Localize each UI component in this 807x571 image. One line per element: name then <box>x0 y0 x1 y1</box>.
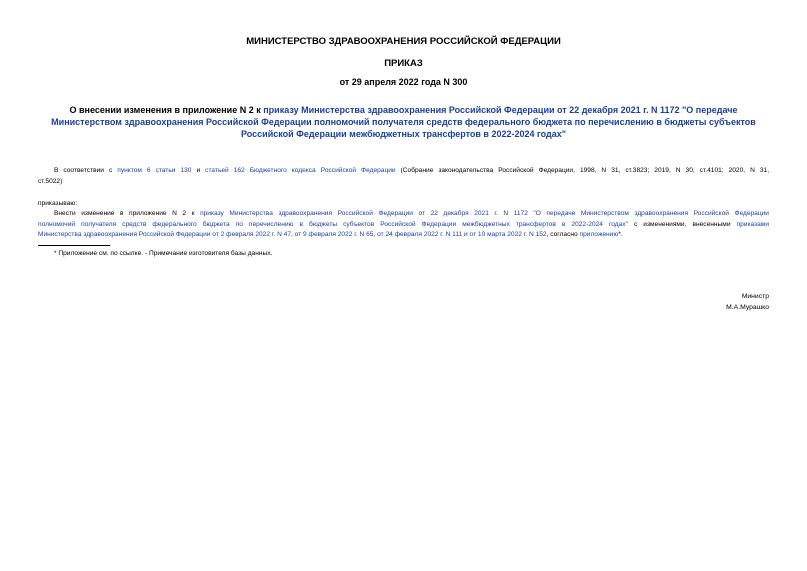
document-title <box>38 104 769 140</box>
signature-position: Министр <box>741 293 769 300</box>
ministry-heading: МИНИСТЕРСТВО ЗДРАВООХРАНЕНИЯ РОССИЙСКОЙ ФЕДЕРАЦИИ <box>246 36 561 47</box>
amendment-line-3 <box>38 230 769 241</box>
amended-order-link-cont[interactable]: полномочий получателя средств федерального бюджета по перечислению в бюджеты субъектов Российской Федерации межбюджетных трансфертов в 2022-2024 годах" <box>38 220 628 228</box>
amendment-mid: с изменениями, внесенными <box>627 220 737 228</box>
title-lead: О внесении изменения в приложение N 2 к <box>69 105 264 115</box>
footnote: * Приложение см. по ссылке. - Примечание изготовителя базы данных. <box>54 250 273 257</box>
basis-suffix: (Собрание законодательства Российской Федерации, 1998, N 31, ст.3823; 2019, N 30, ст.4101; 2020, N 31, <box>395 167 770 174</box>
title-line-1 <box>38 104 769 116</box>
paragraph-basis-line-2: ст.5022) <box>38 177 63 185</box>
date-number-heading: от 29 апреля 2022 года N 300 <box>339 77 468 87</box>
amendment-mid2: , согласно <box>546 231 580 238</box>
amendment-prefix: Внести изменение в приложение N 2 к <box>54 210 201 217</box>
title-order-link[interactable]: приказу Министерства здравоохранения Российской Федерации от 22 декабря 2021 г. N 1172 "О передаче <box>263 105 738 115</box>
paragraph-basis <box>38 166 769 187</box>
paragraph-order-word: приказываю: <box>38 200 78 207</box>
basis-prefix: В соответствии с <box>54 167 118 174</box>
amended-order-link[interactable]: приказу Министерства здравоохранения Российской Федерации от 22 декабря 2021 г. N 1172 "О передаче Министерством здравоохранения Российской Федерации <box>200 210 769 217</box>
title-order-link-end[interactable]: Российской Федерации межбюджетных трансфертов в 2022-2024 годах" <box>241 129 566 139</box>
amending-orders-link-cont[interactable]: Министерства здравоохранения Российской Федерации от 2 февраля 2022 г. N 47, от 9 февраля 2022 г. N 65, от 24 февраля 2022 г. N 111 и от 10 марта 2022 г. N 152 <box>38 231 547 238</box>
amendment-suffix: *. <box>618 231 623 238</box>
paragraph-basis-line-1 <box>38 166 769 177</box>
budget-code-link[interactable]: статьей 162 Бюджетного кодекса Российской Федерации <box>205 167 396 174</box>
signature-name: М.А.Мурашко <box>726 304 769 311</box>
title-line-2 <box>38 116 769 128</box>
doc-type-heading: ПРИКАЗ <box>384 58 423 69</box>
amendment-line-1 <box>38 209 769 220</box>
paragraph-amendment <box>38 209 769 241</box>
basis-mid: и <box>191 167 206 174</box>
footnote-divider <box>38 245 110 246</box>
amendment-line-2 <box>38 220 769 231</box>
article-130-link[interactable]: пунктом 6 статьи 130 <box>117 167 192 174</box>
title-line-3 <box>38 128 769 140</box>
title-order-link-cont[interactable]: Министерством здравоохранения Российской Федерации полномочий получателя средств федерального бюджета по перечислению в бюджеты субъектов <box>51 117 756 127</box>
amending-orders-link[interactable]: приказами <box>736 220 769 228</box>
appendix-link[interactable]: приложению <box>579 231 619 238</box>
